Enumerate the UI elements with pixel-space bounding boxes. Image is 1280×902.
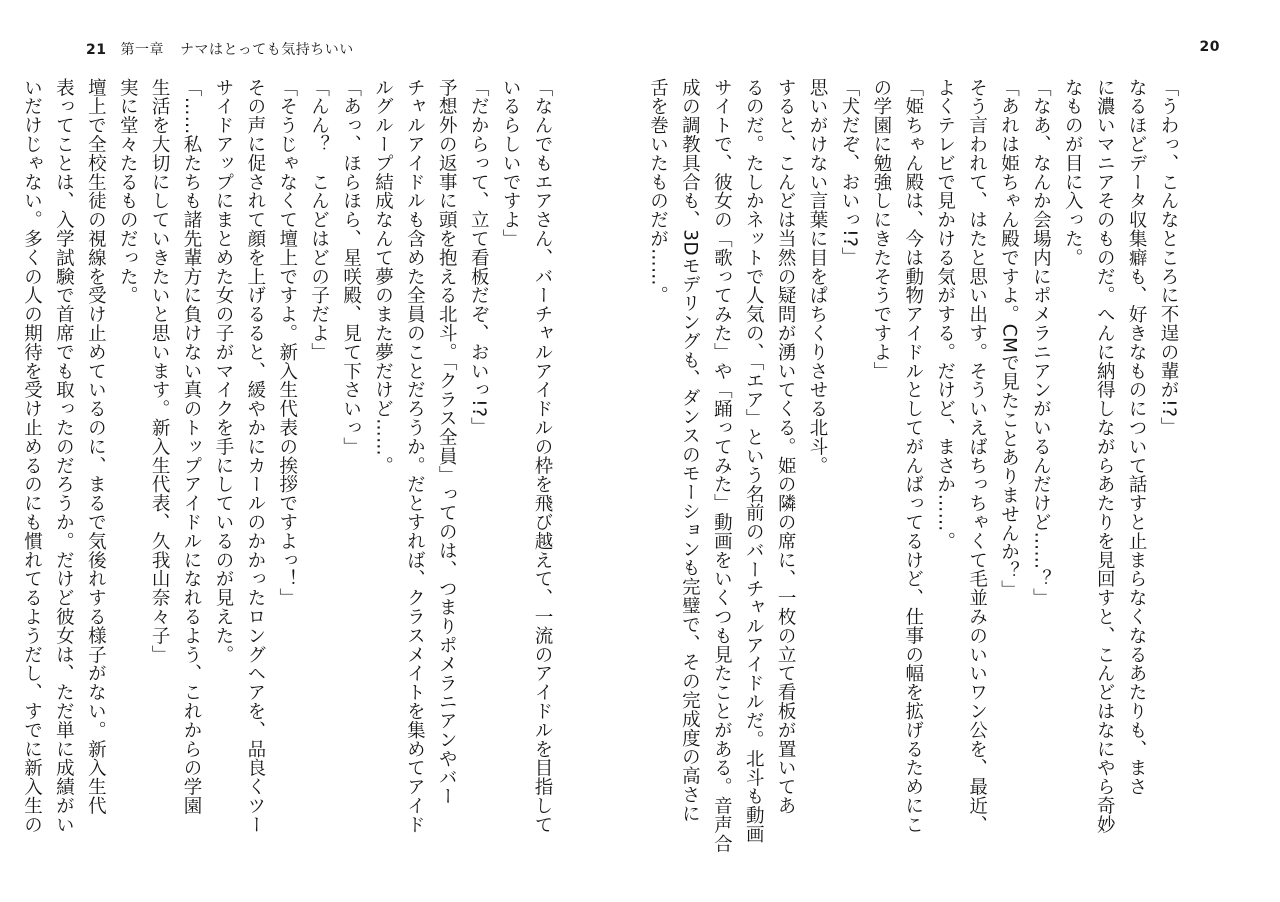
chapter-title: ナマはとっても気持ちいい [179, 42, 354, 58]
text-line: 壇上で全校生徒の視線を受け止めているのに、まるで気後れする様子がない。新入生代 [85, 78, 107, 816]
left-running-head [86, 39, 354, 59]
text-line: そう言われて、はたと思い出す。そういえばちっちゃくて毛並みのいいワン公を、最近、 [966, 78, 988, 834]
text-line: 「……私たちも諸先輩方に負けない真のトップアイドルになれるよう、これからの学園 [181, 78, 203, 816]
text-line: 舌を巻いたものだが……。 [647, 78, 669, 305]
right-page-number: 20 [1199, 39, 1220, 55]
text-line: 「だからって、立て看板だぞ、おいっ!?」 [468, 78, 490, 437]
text-line: いだけじゃない。多くの人の期待を受け止めるのにも慣れてるようだし、すでに新入生の [21, 78, 43, 834]
text-line: いるらしいですよ」 [500, 78, 522, 249]
text-line: 「なあ、なんか会場内にポメラニアンがいるんだけど……？」 [1030, 78, 1052, 608]
text-line: サイトで、彼女の「歌ってみた」や「踊ってみた」動画をいくつも見たことがある。音声合 [711, 78, 733, 853]
text-line: チャルアイドルも含めた全員のことだろうか。だとすれば、クラスメイトを集めてアイド [404, 78, 426, 834]
text-line: の学園に勉強しにきたそうですよ」 [870, 78, 892, 381]
text-line: 「犬だぞ、おいっ!?」 [838, 78, 860, 267]
text-line: なものが目に入った。 [1062, 78, 1084, 267]
text-line: に濃いマニアそのものだ。へんに納得しながらあたりを見回すと、こんどはなにやら奇妙 [1094, 78, 1116, 834]
text-line: 表ってことは、入学試験で首席でも取ったのだろうか。だけど彼女は、ただ単に成績がい [53, 78, 75, 834]
text-line: その声に促されて顔を上げるると、緩やかにカールのかかったロングヘアを、品良くツー [244, 78, 266, 834]
text-line: サイドアップにまとめた女の子がマイクを手にしているのが見えた。 [212, 78, 234, 664]
right-page-text [647, 78, 1184, 878]
text-line: 「うわっ、こんなところに不逞の輩が!?」 [1158, 78, 1179, 437]
text-line: 「あっ、ほらほら、星咲殿、見て下さいっ」 [340, 78, 362, 456]
text-line: 「なんでもエアさん、バーチャルアイドルの枠を飛び越えて、一流のアイドルを目指して [532, 78, 553, 834]
text-line: 実に堂々たるものだった。 [117, 78, 139, 305]
left-page-number: 21 [86, 42, 107, 58]
text-line: なるほどデータ収集癖も、好きなものについて話すと止まらなくなるあたりも、まさ [1126, 78, 1148, 797]
left-page-text [21, 78, 558, 878]
text-line: 生活を大切にしていきたいと思います。新入生代表、久我山奈々子」 [149, 78, 171, 664]
text-line: ルグループ結成なんて夢のまた夢だけど……。 [372, 78, 394, 475]
text-line: るのだ。たしかネットで人気の、「エア」という名前のバーチャルアイドルだ。北斗も動画 [743, 78, 765, 844]
right-page [640, 0, 1280, 902]
text-line: 「あれは姫ちゃん殿ですよ。CMで見たことありませんか？」 [998, 78, 1020, 600]
chapter-label: 第一章 [120, 42, 164, 58]
text-line: 思いがけない言葉に目をぱちくりさせる北斗。 [807, 78, 829, 475]
text-line: すると、こんどは当然の疑問が湧いてくる。姫の隣の席に、一枚の立て看板が置いてあ [775, 78, 797, 816]
text-line: 「んん？ こんどはどの子だよ」 [308, 78, 330, 362]
text-line: 「姫ちゃん殿は、今は動物アイドルとしてがんばってるけど、仕事の幅を拡げるためにこ [902, 78, 924, 834]
text-line: 予想外の返事に頭を抱える北斗。「クラス全員」ってのは、つまりポメラニアンやバー [436, 78, 458, 806]
text-line: よくテレビで見かける気がする。だけど、まさか……。 [934, 78, 956, 551]
text-line: 「そうじゃなくて壇上ですよ。新入生代表の挨拶ですよっ！」 [276, 78, 298, 608]
text-line: 成の調教具合も、3Dモデリングも、ダンスのモーションも完璧で、その完成度の高さに [679, 78, 701, 824]
